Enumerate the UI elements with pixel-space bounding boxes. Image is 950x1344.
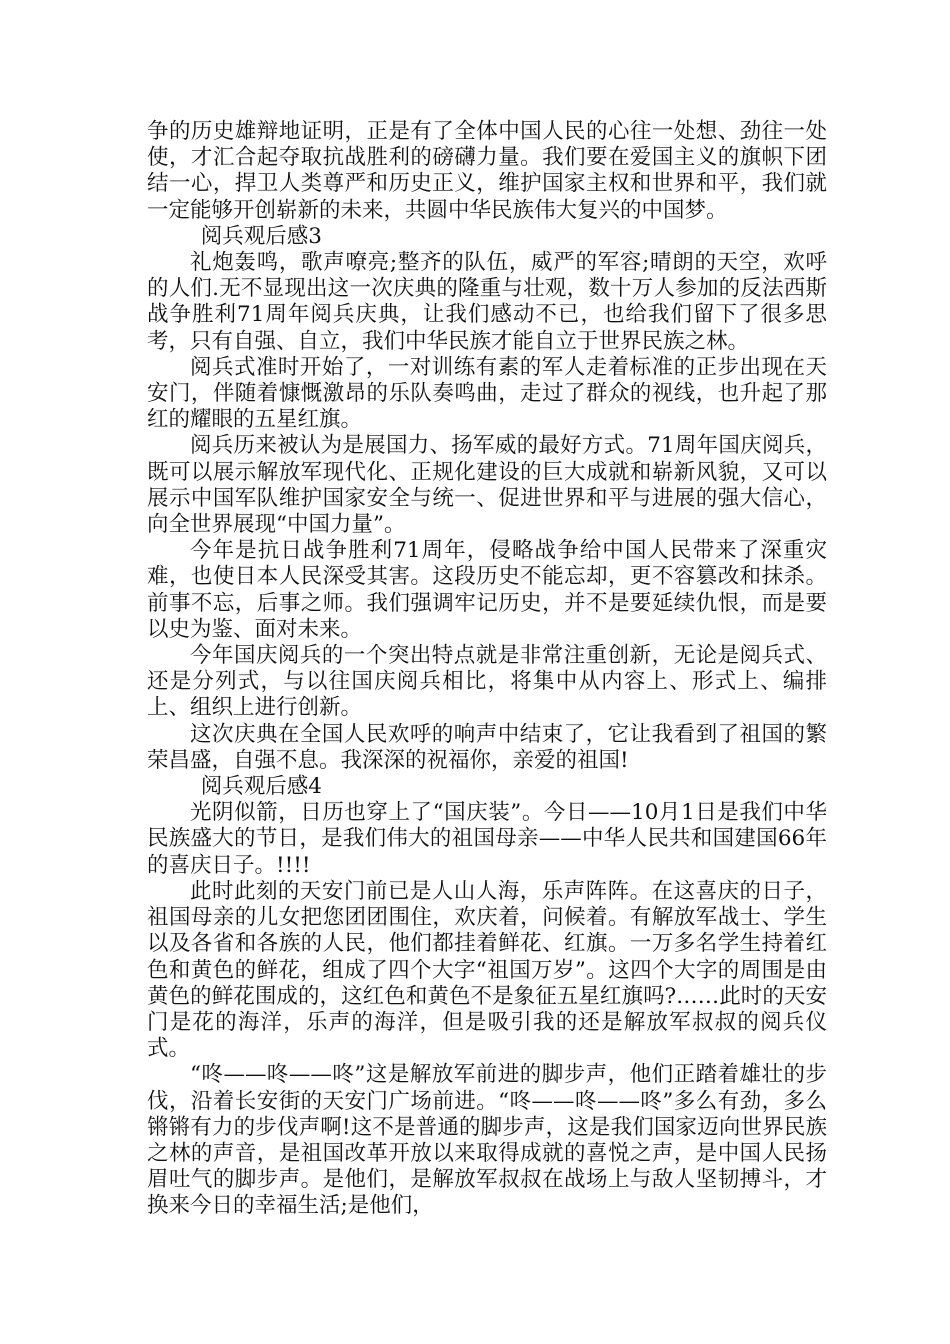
section-heading: 阅兵观后感3 xyxy=(200,223,322,249)
paragraph: 这次庆典在全国人民欢呼的响声中结束了，它让我看到了祖国的繁荣昌盛，自强不息。我深深的祝福你，亲爱的祖国! xyxy=(147,721,827,773)
paragraph: 此时此刻的天安门前已是人山人海，乐声阵阵。在这喜庆的日子，祖国母亲的儿女把您团团围住，欢庆着，问候着。有解放军战士、学生以及各省和各族的人民，他们都挂着鲜花、红旗。一万多名学生持着红色和黄色的鲜花，组成了四个大字“祖国万岁”。这四个大字的周围是由黄色的鲜花围成的，这红色和黄色不是象征五星红旗吗?……此时的天安门是花的海洋，乐声的海洋，但是吸引我的还是解放军叔叔的阅兵仪式。 xyxy=(147,878,827,1062)
paragraph: 阅兵历来被认为是展国力、扬军威的最好方式。71周年国庆阅兵，既可以展示解放军现代化、正规化建设的巨大成就和崭新风貌，又可以展示中国军队维护国家安全与统一、促进世界和平与进展的强大信心，向全世界展现“中国力量”。 xyxy=(147,433,827,538)
paragraph: 今年国庆阅兵的一个突出特点就是非常注重创新，无论是阅兵式、还是分列式，与以往国庆阅兵相比，将集中从内容上、形式上、编排上、组织上进行创新。 xyxy=(147,643,827,721)
paragraph: 光阴似箭，日历也穿上了“国庆装”。今日——10月1日是我们中华民族盛大的节日，是我们伟大的祖国母亲——中华人民共和国建国66年的喜庆日子。!!!! xyxy=(147,800,827,878)
paragraph: 今年是抗日战争胜利71周年，侵略战争给中国人民带来了深重灾难，也使日本人民深受其害。这段历史不能忘却，更不容篡改和抹杀。前事不忘，后事之师。我们强调牢记历史，并不是要延续仇恨，而是要以史为鉴、面对未来。 xyxy=(147,538,827,642)
section-heading: 阅兵观后感4 xyxy=(200,774,322,800)
paragraph: 礼炮轰鸣，歌声嘹亮;整齐的队伍，威严的军容;晴朗的天空，欢呼的人们.无不显现出这一次庆典的隆重与壮观，数十万人参加的反法西斯战争胜利71周年阅兵庆典，让我们感动不已，也给我们留下了很多思考，只有自强、自立，我们中华民族才能自立于世界民族之林。 xyxy=(147,250,827,354)
paragraph: “咚——咚——咚”这是解放军前进的脚步声，他们正踏着雄壮的步伐，沿着长安街的天安门广场前进。“咚——咚——咚”多么有劲，多么锵锵有力的步伐声啊!这不是普通的脚步声，这是我们国家迈向世界民族之林的声音，是祖国改革开放以来取得成就的喜悦之声，是中国人民扬眉吐气的脚步声。是他们，是解放军叔叔在战场上与敌人坚韧搏斗，才换来今日的幸福生活;是他们， xyxy=(147,1062,827,1219)
document-page xyxy=(147,119,827,1220)
paragraph: 阅兵式准时开始了，一对训练有素的军人走着标准的正步出现在天安门，伴随着慷慨激昂的乐队奏鸣曲，走过了群众的视线，也升起了那红的耀眼的五星红旗。 xyxy=(147,354,827,433)
paragraph: 争的历史雄辩地证明，正是有了全体中国人民的心往一处想、劲往一处使，才汇合起夺取抗战胜利的磅礴力量。我们要在爱国主义的旗帜下团结一心，捍卫人类尊严和历史正义，维护国家主权和世界和平，我们就一定能够开创崭新的未来，共圆中华民族伟大复兴的中国梦。 xyxy=(147,119,827,223)
